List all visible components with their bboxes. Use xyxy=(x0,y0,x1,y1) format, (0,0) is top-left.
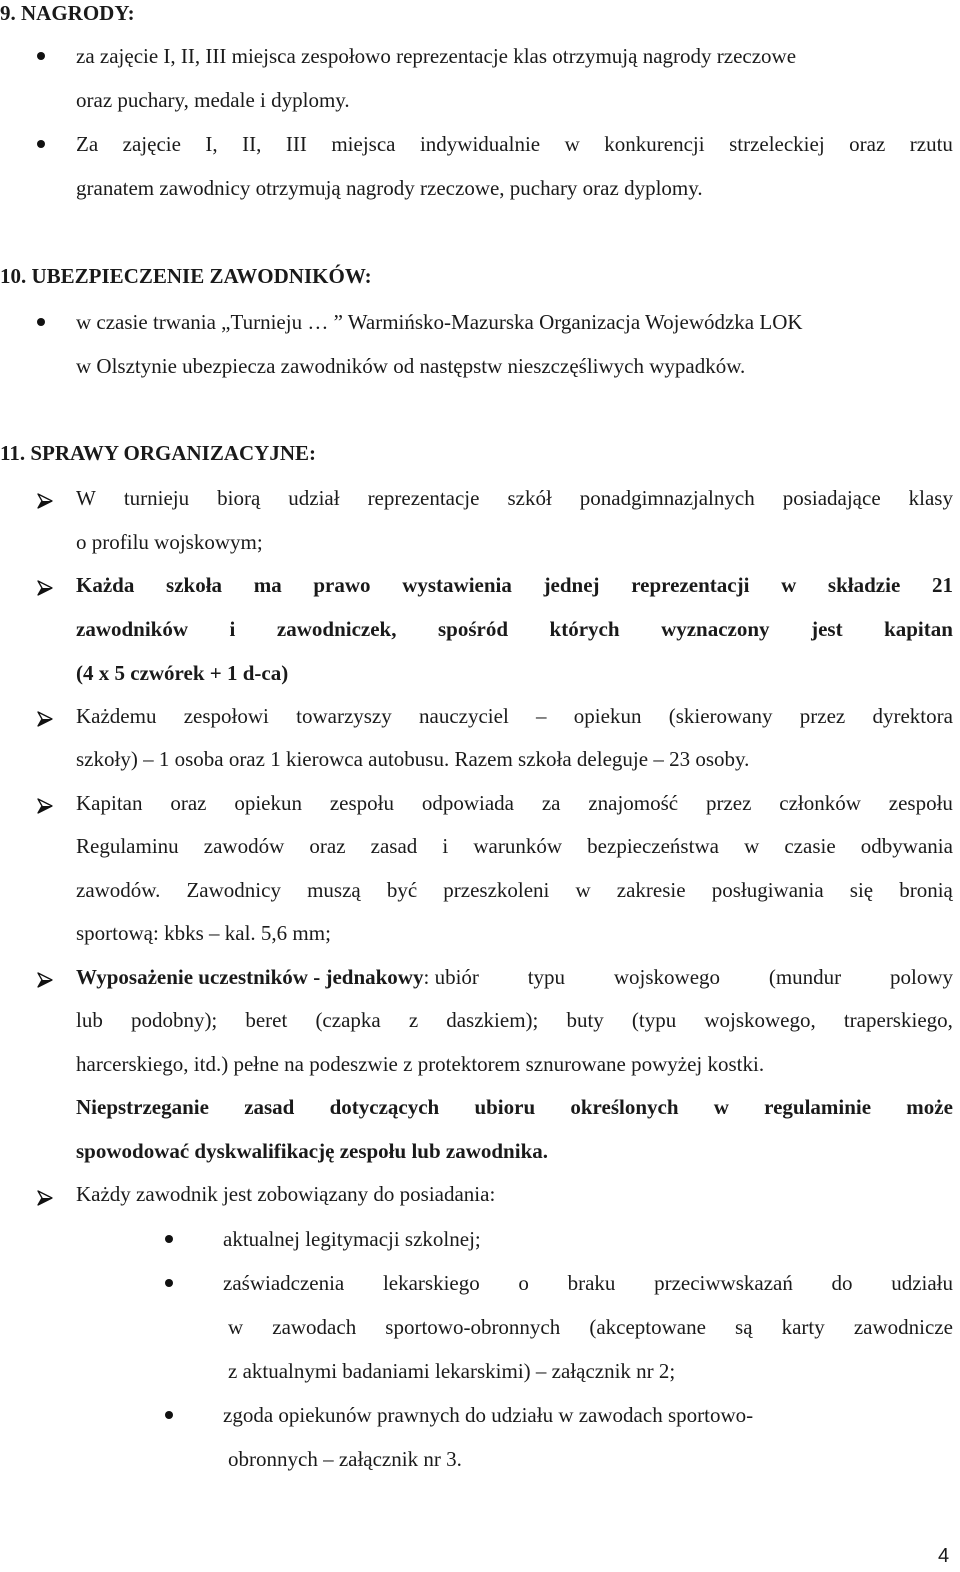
sub-item2-line3: z aktualnymi badaniami lekarskimi) – załącznik nr 2; xyxy=(228,1359,676,1383)
word: oraz xyxy=(309,834,346,858)
word: zasad xyxy=(370,834,418,858)
word: miejsca xyxy=(331,132,396,156)
word: karty xyxy=(781,1315,825,1339)
word: składzie xyxy=(827,573,901,597)
word: polowy xyxy=(890,965,953,989)
word: jest xyxy=(811,617,843,641)
arrow-bullet-icon xyxy=(37,1187,53,1203)
word: (skierowany xyxy=(668,704,773,728)
word: Zawodnicy xyxy=(186,878,281,902)
word: nauczyciel xyxy=(419,704,509,728)
word: zawodników xyxy=(76,617,189,641)
word: zespołu xyxy=(329,791,394,815)
word: w xyxy=(781,573,797,597)
word: odbywania xyxy=(860,834,953,858)
word: kapitan xyxy=(884,617,953,641)
word: szkoła xyxy=(166,573,223,597)
word: przeciwwskazań xyxy=(654,1271,793,1295)
word: się xyxy=(849,878,874,902)
word: lekarskiego xyxy=(382,1271,480,1295)
word: w xyxy=(564,132,580,156)
word: rzutu xyxy=(909,132,953,156)
word: bronią xyxy=(899,878,953,902)
s11-item5-line2 xyxy=(76,1007,953,1033)
word: opiekun xyxy=(234,791,302,815)
word: III xyxy=(285,132,307,156)
word: Za xyxy=(76,132,99,156)
word: traperskiego, xyxy=(843,1008,953,1032)
word: spośród xyxy=(438,617,509,641)
section-9-heading: 9. NAGRODY: xyxy=(0,1,135,25)
word: członków xyxy=(779,791,861,815)
word: posługiwania xyxy=(711,878,824,902)
word: w xyxy=(713,1095,729,1119)
word: są xyxy=(735,1315,753,1339)
word: Regulaminu xyxy=(76,834,179,858)
word: jednej xyxy=(543,573,600,597)
word: turnieju xyxy=(123,486,190,510)
word: być xyxy=(386,878,418,902)
word: zakresie xyxy=(616,878,686,902)
s11-item5-line3: harcerskiego, itd.) pełne na podeszwie z protektorem sznurowane powyżej kostki. xyxy=(76,1052,765,1076)
word: znajomość xyxy=(588,791,679,815)
word: wojskowego xyxy=(613,965,721,989)
s9-bullet2-line2: granatem zawodnicy otrzymują nagrody rzeczowe, puchary oraz dyplomy. xyxy=(76,176,703,200)
word: wojskowego, xyxy=(704,1008,816,1032)
word: opiekun xyxy=(573,704,642,728)
word: do xyxy=(831,1271,853,1295)
s11-item4-line4: sportową: kbks – kal. 5,6 mm; xyxy=(76,921,331,945)
s11-item5-line5: spowodować dyskwalifikację zespołu lub zawodnika. xyxy=(76,1139,548,1163)
arrow-bullet-icon xyxy=(37,490,53,506)
word: reprezentacje xyxy=(367,486,480,510)
word: może xyxy=(906,1095,953,1119)
word: W xyxy=(76,486,96,510)
word: klasy xyxy=(908,486,953,510)
sub-item2-line2 xyxy=(228,1314,953,1340)
word: Niepstrzeganie xyxy=(76,1095,209,1119)
s11-item1-line2: o profilu wojskowym; xyxy=(76,530,263,554)
bullet-icon xyxy=(37,318,45,326)
word: lub xyxy=(76,1008,103,1032)
s11-item6-line1: Każdy zawodnik jest zobowiązany do posiadania: xyxy=(76,1182,496,1206)
word: wyznaczony xyxy=(661,617,770,641)
s11-item3-line1 xyxy=(76,703,953,729)
word: czasie xyxy=(784,834,836,858)
word: I, xyxy=(205,132,218,156)
arrow-bullet-icon xyxy=(37,577,53,593)
word: strzeleckiej xyxy=(729,132,825,156)
word: Każda xyxy=(76,573,135,597)
word: dyrektora xyxy=(872,704,953,728)
arrow-bullet-icon xyxy=(37,708,53,724)
s11-item4-line1 xyxy=(76,790,953,816)
word: sportowo-obronnych xyxy=(385,1315,561,1339)
word: zawodnicze xyxy=(853,1315,953,1339)
word: w xyxy=(228,1315,244,1339)
s11-item2-line1 xyxy=(76,572,953,598)
word: (typu xyxy=(631,1008,677,1032)
word: regulaminie xyxy=(764,1095,872,1119)
bullet-icon xyxy=(165,1411,173,1419)
word: Kapitan xyxy=(76,791,143,815)
word: i xyxy=(229,617,236,641)
word: braku xyxy=(567,1271,616,1295)
arrow-bullet-icon xyxy=(37,969,53,985)
word: prawo xyxy=(313,573,371,597)
s11-item1-line1 xyxy=(76,485,953,511)
word: oraz xyxy=(170,791,207,815)
word: II, xyxy=(242,132,262,156)
section-11-heading: 11. SPRAWY ORGANIZACYJNE: xyxy=(0,441,316,465)
word: muszą xyxy=(307,878,361,902)
bullet-icon xyxy=(165,1235,173,1243)
word: określonych xyxy=(570,1095,679,1119)
word: daszkiem); xyxy=(446,1008,539,1032)
word: ubioru xyxy=(474,1095,536,1119)
word: zespołowi xyxy=(183,704,269,728)
word: zawodów xyxy=(203,834,285,858)
word: dotyczących xyxy=(329,1095,440,1119)
word: konkurencji xyxy=(604,132,705,156)
word: (mundur xyxy=(768,965,842,989)
word: udział xyxy=(288,486,340,510)
s11-item2-line3: (4 x 5 czwórek + 1 d-ca) xyxy=(76,661,289,685)
word: za xyxy=(541,791,561,815)
word: oraz xyxy=(849,132,886,156)
s10-bullet1-line1: w czasie trwania „Turnieju … ” Warmińsko-Mazurska Organizacja Wojewódzka LOK xyxy=(76,310,803,334)
s9-bullet1-line2: oraz puchary, medale i dyplomy. xyxy=(76,88,350,112)
word: bezpieczeństwa xyxy=(587,834,719,858)
word: odpowiada xyxy=(421,791,514,815)
word: w xyxy=(575,878,591,902)
sub-item3-line1: zgoda opiekunów prawnych do udziału w zawodach sportowo- xyxy=(223,1403,754,1427)
word: Każdemu xyxy=(76,704,157,728)
word: i xyxy=(442,834,449,858)
word: zawodów. xyxy=(76,878,161,902)
bullet-icon xyxy=(37,52,45,60)
sub-item1: aktualnej legitymacji szkolnej; xyxy=(223,1227,481,1251)
word: – xyxy=(536,704,547,728)
s9-bullet1-line1: za zajęcie I, II, III miejsca zespołowo reprezentacje klas otrzymują nagrody rzeczowe xyxy=(76,44,797,68)
word: posiadające xyxy=(782,486,881,510)
word: z xyxy=(408,1008,419,1032)
word: przeszkoleni xyxy=(443,878,550,902)
word: biorą xyxy=(217,486,261,510)
word: zajęcie xyxy=(122,132,181,156)
page-number: 4 xyxy=(938,1545,950,1567)
word: udziału xyxy=(891,1271,953,1295)
word: 21 xyxy=(931,573,953,597)
word: o xyxy=(518,1271,529,1295)
bullet-icon xyxy=(165,1279,173,1287)
bullet-icon xyxy=(37,140,45,148)
s9-bullet2-line1 xyxy=(76,131,953,157)
s11-item4-line3 xyxy=(76,877,953,903)
word: typu xyxy=(527,965,566,989)
word: w xyxy=(744,834,760,858)
sub-item2-line1 xyxy=(223,1270,953,1296)
word: przez xyxy=(705,791,752,815)
word: podobny); xyxy=(130,1008,218,1032)
word: ma xyxy=(253,573,282,597)
word: przez xyxy=(799,704,846,728)
word: indywidualnie xyxy=(419,132,541,156)
s11-item5-bold-lead: Wyposażenie uczestników - jednakowy xyxy=(76,965,424,989)
section-10-heading: 10. UBEZPIECZENIE ZAWODNIKÓW: xyxy=(0,264,372,288)
word: których xyxy=(549,617,620,641)
s11-item5-line1-rest xyxy=(423,964,953,990)
s11-item2-line2 xyxy=(76,616,953,642)
word: wystawienia xyxy=(402,573,512,597)
s11-item3-line2: szkoły) – 1 osoba oraz 1 kierowca autobusu. Razem szkoła deleguje – 23 osoby. xyxy=(76,747,750,771)
word: ponadgimnazjalnych xyxy=(579,486,755,510)
word: warunków xyxy=(473,834,563,858)
word: reprezentacji xyxy=(631,573,750,597)
word: zespołu xyxy=(888,791,953,815)
s11-item5-line4 xyxy=(76,1094,953,1120)
word: (akceptowane xyxy=(589,1315,706,1339)
word: : ubiór xyxy=(423,965,479,989)
word: (czapka xyxy=(315,1008,381,1032)
word: beret xyxy=(245,1008,288,1032)
s11-item5-line1 xyxy=(76,964,953,990)
arrow-bullet-icon xyxy=(37,795,53,811)
word: zaświadczenia xyxy=(223,1271,345,1295)
word: towarzyszy xyxy=(296,704,392,728)
word: zawodach xyxy=(272,1315,357,1339)
word: szkół xyxy=(507,486,552,510)
word: zasad xyxy=(244,1095,295,1119)
s10-bullet1-line2: w Olsztynie ubezpiecza zawodników od następstw nieszczęśliwych wypadków. xyxy=(76,354,746,378)
word: zawodniczek, xyxy=(276,617,397,641)
sub-item3-line2: obronnych – załącznik nr 3. xyxy=(228,1447,462,1471)
word: buty xyxy=(566,1008,604,1032)
s11-item4-line2 xyxy=(76,833,953,859)
